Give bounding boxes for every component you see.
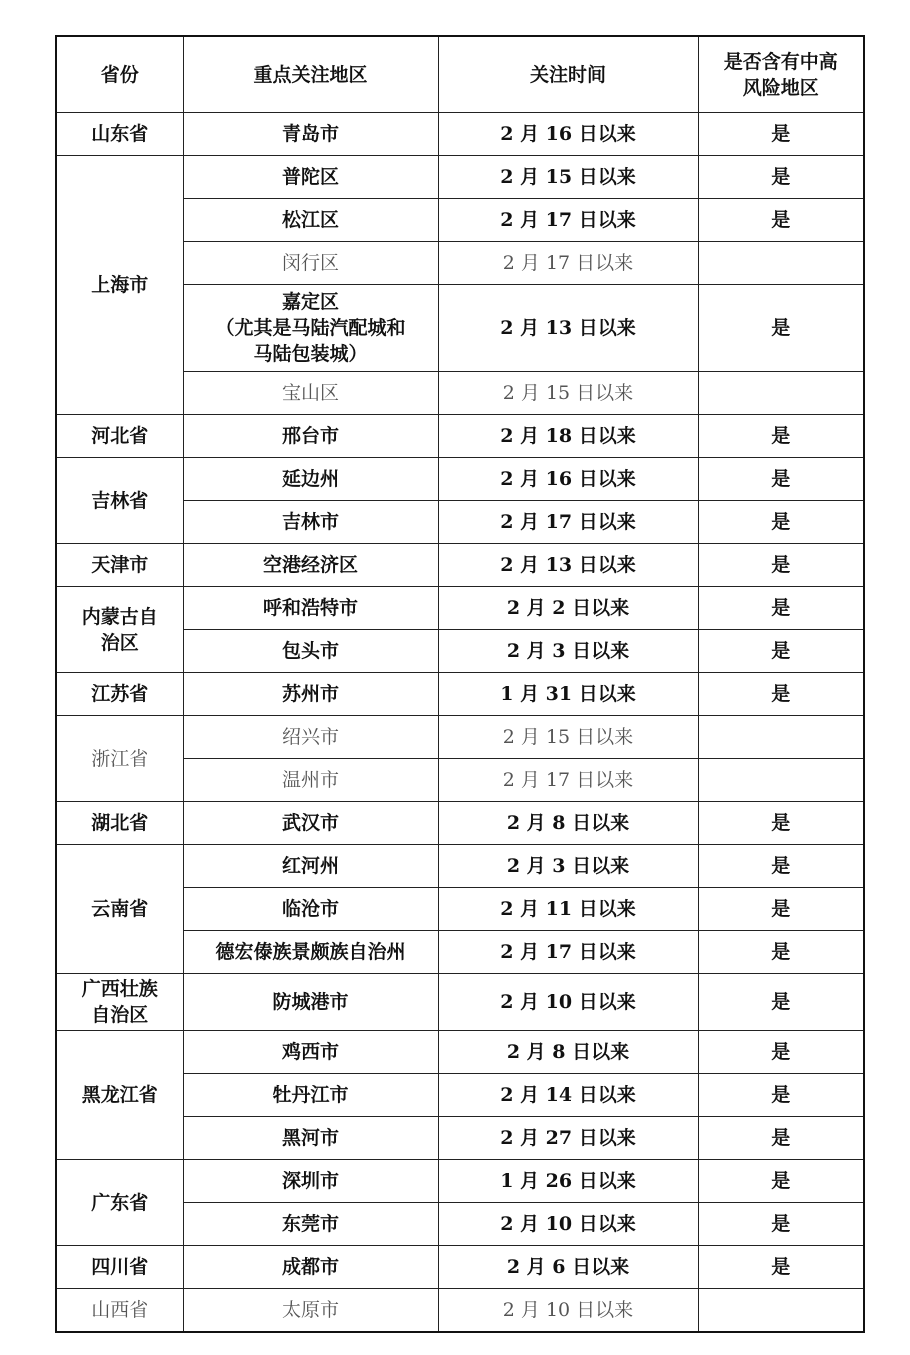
risk-cell: 是	[698, 1160, 864, 1203]
area-cell: 闵行区	[183, 242, 438, 285]
area-cell: 防城港市	[183, 974, 438, 1031]
area-cell: 鸡西市	[183, 1031, 438, 1074]
province-cell: 山西省	[56, 1289, 183, 1333]
area-cell: 松江区	[183, 199, 438, 242]
area-cell: 苏州市	[183, 673, 438, 716]
time-cell: 2 月 13 日以来	[438, 285, 698, 372]
risk-cell: 是	[698, 1031, 864, 1074]
risk-cell: 是	[698, 1246, 864, 1289]
focus-areas-table	[55, 35, 865, 1333]
province-cell: 四川省	[56, 1246, 183, 1289]
time-cell: 2 月 15 日以来	[438, 372, 698, 415]
area-cell: 武汉市	[183, 802, 438, 845]
risk-cell: 是	[698, 802, 864, 845]
time-cell: 2 月 13 日以来	[438, 544, 698, 587]
time-cell: 2 月 3 日以来	[438, 630, 698, 673]
time-cell: 2 月 17 日以来	[438, 931, 698, 974]
header-province: 省份	[56, 36, 183, 113]
risk-cell	[698, 1289, 864, 1333]
table-row	[56, 544, 864, 587]
risk-cell	[698, 759, 864, 802]
time-cell: 2 月 10 日以来	[438, 1289, 698, 1333]
risk-cell: 是	[698, 156, 864, 199]
time-cell: 2 月 6 日以来	[438, 1246, 698, 1289]
risk-cell: 是	[698, 501, 864, 544]
risk-cell	[698, 372, 864, 415]
risk-cell	[698, 242, 864, 285]
risk-cell: 是	[698, 1117, 864, 1160]
risk-cell: 是	[698, 1203, 864, 1246]
risk-cell: 是	[698, 199, 864, 242]
time-cell: 2 月 16 日以来	[438, 113, 698, 156]
risk-cell: 是	[698, 630, 864, 673]
header-row	[56, 36, 864, 113]
table-row	[56, 1160, 864, 1203]
province-cell: 黑龙江省	[56, 1031, 183, 1160]
area-cell: 吉林市	[183, 501, 438, 544]
risk-cell	[698, 716, 864, 759]
time-cell: 2 月 8 日以来	[438, 1031, 698, 1074]
table-row	[56, 1289, 864, 1333]
table-row	[56, 113, 864, 156]
area-cell: 黑河市	[183, 1117, 438, 1160]
area-cell: 牡丹江市	[183, 1074, 438, 1117]
area-cell: 温州市	[183, 759, 438, 802]
table-row	[56, 673, 864, 716]
time-cell: 2 月 17 日以来	[438, 199, 698, 242]
risk-cell: 是	[698, 888, 864, 931]
risk-cell: 是	[698, 673, 864, 716]
province-cell: 山东省	[56, 113, 183, 156]
province-cell: 河北省	[56, 415, 183, 458]
risk-cell: 是	[698, 931, 864, 974]
area-cell: 呼和浩特市	[183, 587, 438, 630]
risk-cell: 是	[698, 974, 864, 1031]
province-cell: 广西壮族 自治区	[56, 974, 183, 1031]
province-cell: 吉林省	[56, 458, 183, 544]
area-cell: 空港经济区	[183, 544, 438, 587]
header-focus-area: 重点关注地区	[183, 36, 438, 113]
risk-cell: 是	[698, 415, 864, 458]
area-cell: 东莞市	[183, 1203, 438, 1246]
province-cell: 湖北省	[56, 802, 183, 845]
table-row	[56, 458, 864, 501]
time-cell: 2 月 27 日以来	[438, 1117, 698, 1160]
area-cell: 青岛市	[183, 113, 438, 156]
time-cell: 2 月 2 日以来	[438, 587, 698, 630]
time-cell: 2 月 18 日以来	[438, 415, 698, 458]
risk-cell: 是	[698, 544, 864, 587]
table-row	[56, 587, 864, 630]
table-row	[56, 845, 864, 888]
province-cell: 广东省	[56, 1160, 183, 1246]
time-cell: 1 月 26 日以来	[438, 1160, 698, 1203]
area-cell: 包头市	[183, 630, 438, 673]
risk-cell: 是	[698, 1074, 864, 1117]
area-cell: 普陀区	[183, 156, 438, 199]
time-cell: 2 月 15 日以来	[438, 156, 698, 199]
area-cell: 临沧市	[183, 888, 438, 931]
table-row	[56, 156, 864, 199]
area-cell: 宝山区	[183, 372, 438, 415]
table-row	[56, 415, 864, 458]
risk-cell: 是	[698, 285, 864, 372]
table-row	[56, 716, 864, 759]
time-cell: 2 月 10 日以来	[438, 974, 698, 1031]
time-cell: 2 月 8 日以来	[438, 802, 698, 845]
area-cell: 嘉定区 （尤其是马陆汽配城和 马陆包装城）	[183, 285, 438, 372]
area-cell: 邢台市	[183, 415, 438, 458]
area-cell: 太原市	[183, 1289, 438, 1333]
risk-cell: 是	[698, 587, 864, 630]
time-cell: 1 月 31 日以来	[438, 673, 698, 716]
province-cell: 云南省	[56, 845, 183, 974]
time-cell: 2 月 14 日以来	[438, 1074, 698, 1117]
table-row	[56, 1246, 864, 1289]
area-cell: 德宏傣族景颇族自治州	[183, 931, 438, 974]
area-cell: 绍兴市	[183, 716, 438, 759]
province-cell: 浙江省	[56, 716, 183, 802]
province-cell: 江苏省	[56, 673, 183, 716]
risk-cell: 是	[698, 458, 864, 501]
area-cell: 成都市	[183, 1246, 438, 1289]
table-row	[56, 1031, 864, 1074]
province-cell: 天津市	[56, 544, 183, 587]
time-cell: 2 月 15 日以来	[438, 716, 698, 759]
header-risk: 是否含有中高 风险地区	[698, 36, 864, 113]
time-cell: 2 月 16 日以来	[438, 458, 698, 501]
time-cell: 2 月 3 日以来	[438, 845, 698, 888]
time-cell: 2 月 17 日以来	[438, 759, 698, 802]
header-focus-time: 关注时间	[438, 36, 698, 113]
area-cell: 延边州	[183, 458, 438, 501]
risk-cell: 是	[698, 113, 864, 156]
area-cell: 深圳市	[183, 1160, 438, 1203]
table-row	[56, 802, 864, 845]
province-cell: 上海市	[56, 156, 183, 415]
risk-cell: 是	[698, 845, 864, 888]
time-cell: 2 月 17 日以来	[438, 501, 698, 544]
table-row	[56, 974, 864, 1031]
area-cell: 红河州	[183, 845, 438, 888]
time-cell: 2 月 11 日以来	[438, 888, 698, 931]
time-cell: 2 月 10 日以来	[438, 1203, 698, 1246]
province-cell: 内蒙古自 治区	[56, 587, 183, 673]
time-cell: 2 月 17 日以来	[438, 242, 698, 285]
